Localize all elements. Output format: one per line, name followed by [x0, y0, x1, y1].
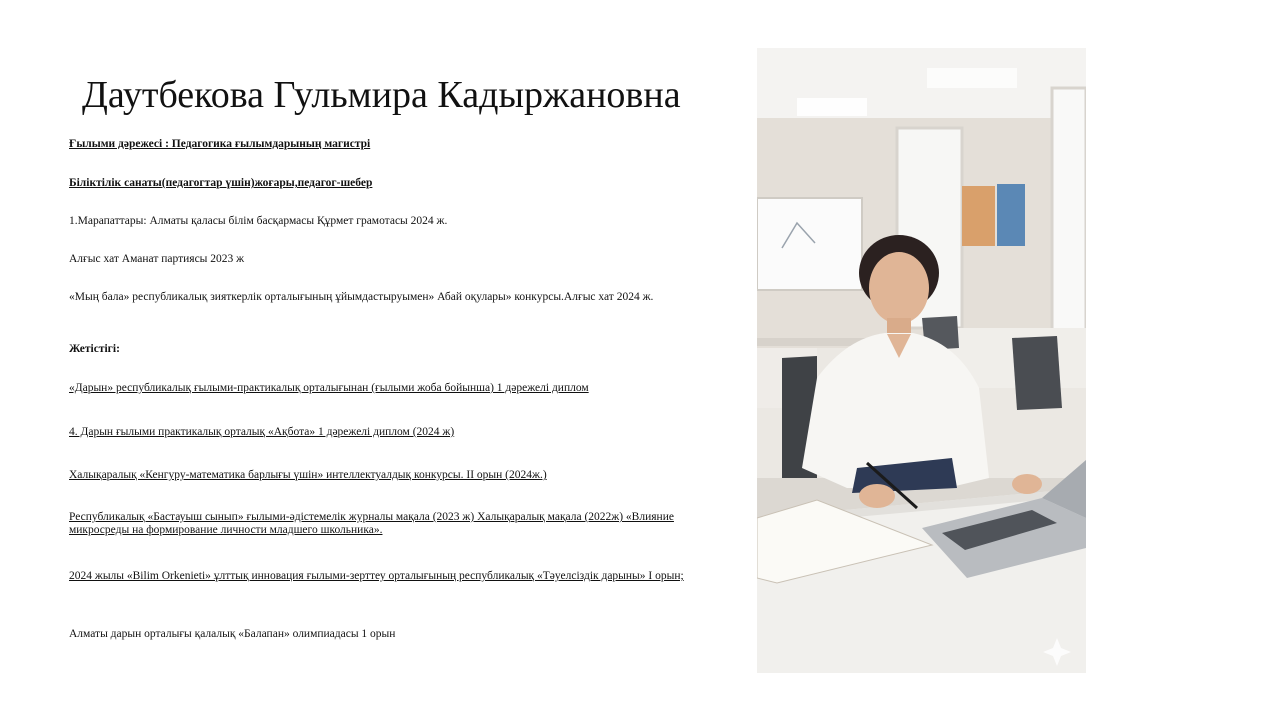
page-title: Даутбекова Гульмира Кадыржановна [82, 74, 681, 116]
achievement-item: 4. Дарын ғылыми практикалық орталық «Ақбота» 1 дәрежелі диплом (2024 ж) [69, 426, 455, 438]
portrait-photo [757, 48, 1086, 673]
achievement-item: Халықаралық «Кенгуру-математика барлығы үшін» интеллектуалдық конкурсы. II орын (2024ж.) [69, 469, 547, 481]
thanks-letter-line: Алғыс хат Аманат партиясы 2023 ж [69, 253, 245, 265]
awards-line: 1.Марапаттары: Алматы қаласы білім басқармасы Құрмет грамотасы 2024 ж. [69, 215, 448, 227]
achievement-item: 2024 жылы «Bilim Orkenieti» ұлттық инновация ғылыми-зерттеу орталығының республикалық «Тәуелсіздік дарыны» I орын; [69, 570, 684, 582]
category-line: Біліктілік санаты(педагогтар үшін)жоғары,педагог-шебер [69, 177, 373, 189]
achievements-heading: Жетістігі: [69, 343, 120, 355]
abai-contest-line: «Мың бала» республикалық зияткерлік орталығының ұйымдастыруымен» Абай оқулары» конкурсы.Алғыс хат 2024 ж. [69, 291, 654, 303]
degree-line: Ғылыми дәрежесі : Педагогика ғылымдарының магистрі [69, 138, 371, 150]
achievement-item: «Дарын» республикалық ғылыми-практикалық орталығынан (ғылыми жоба бойынша) 1 дәрежелі диплом [69, 382, 589, 394]
achievement-item: Республикалық «Бастауыш сынып» ғылыми-әдістемелік журналы мақала (2023 ж) Халықаралық мақала (2022ж) «Влияние микросреды на формирование личности младшего школьника». [69, 511, 674, 536]
achievement-item: Алматы дарын орталығы қалалық «Балапан» олимпиадасы 1 орын [69, 628, 396, 640]
